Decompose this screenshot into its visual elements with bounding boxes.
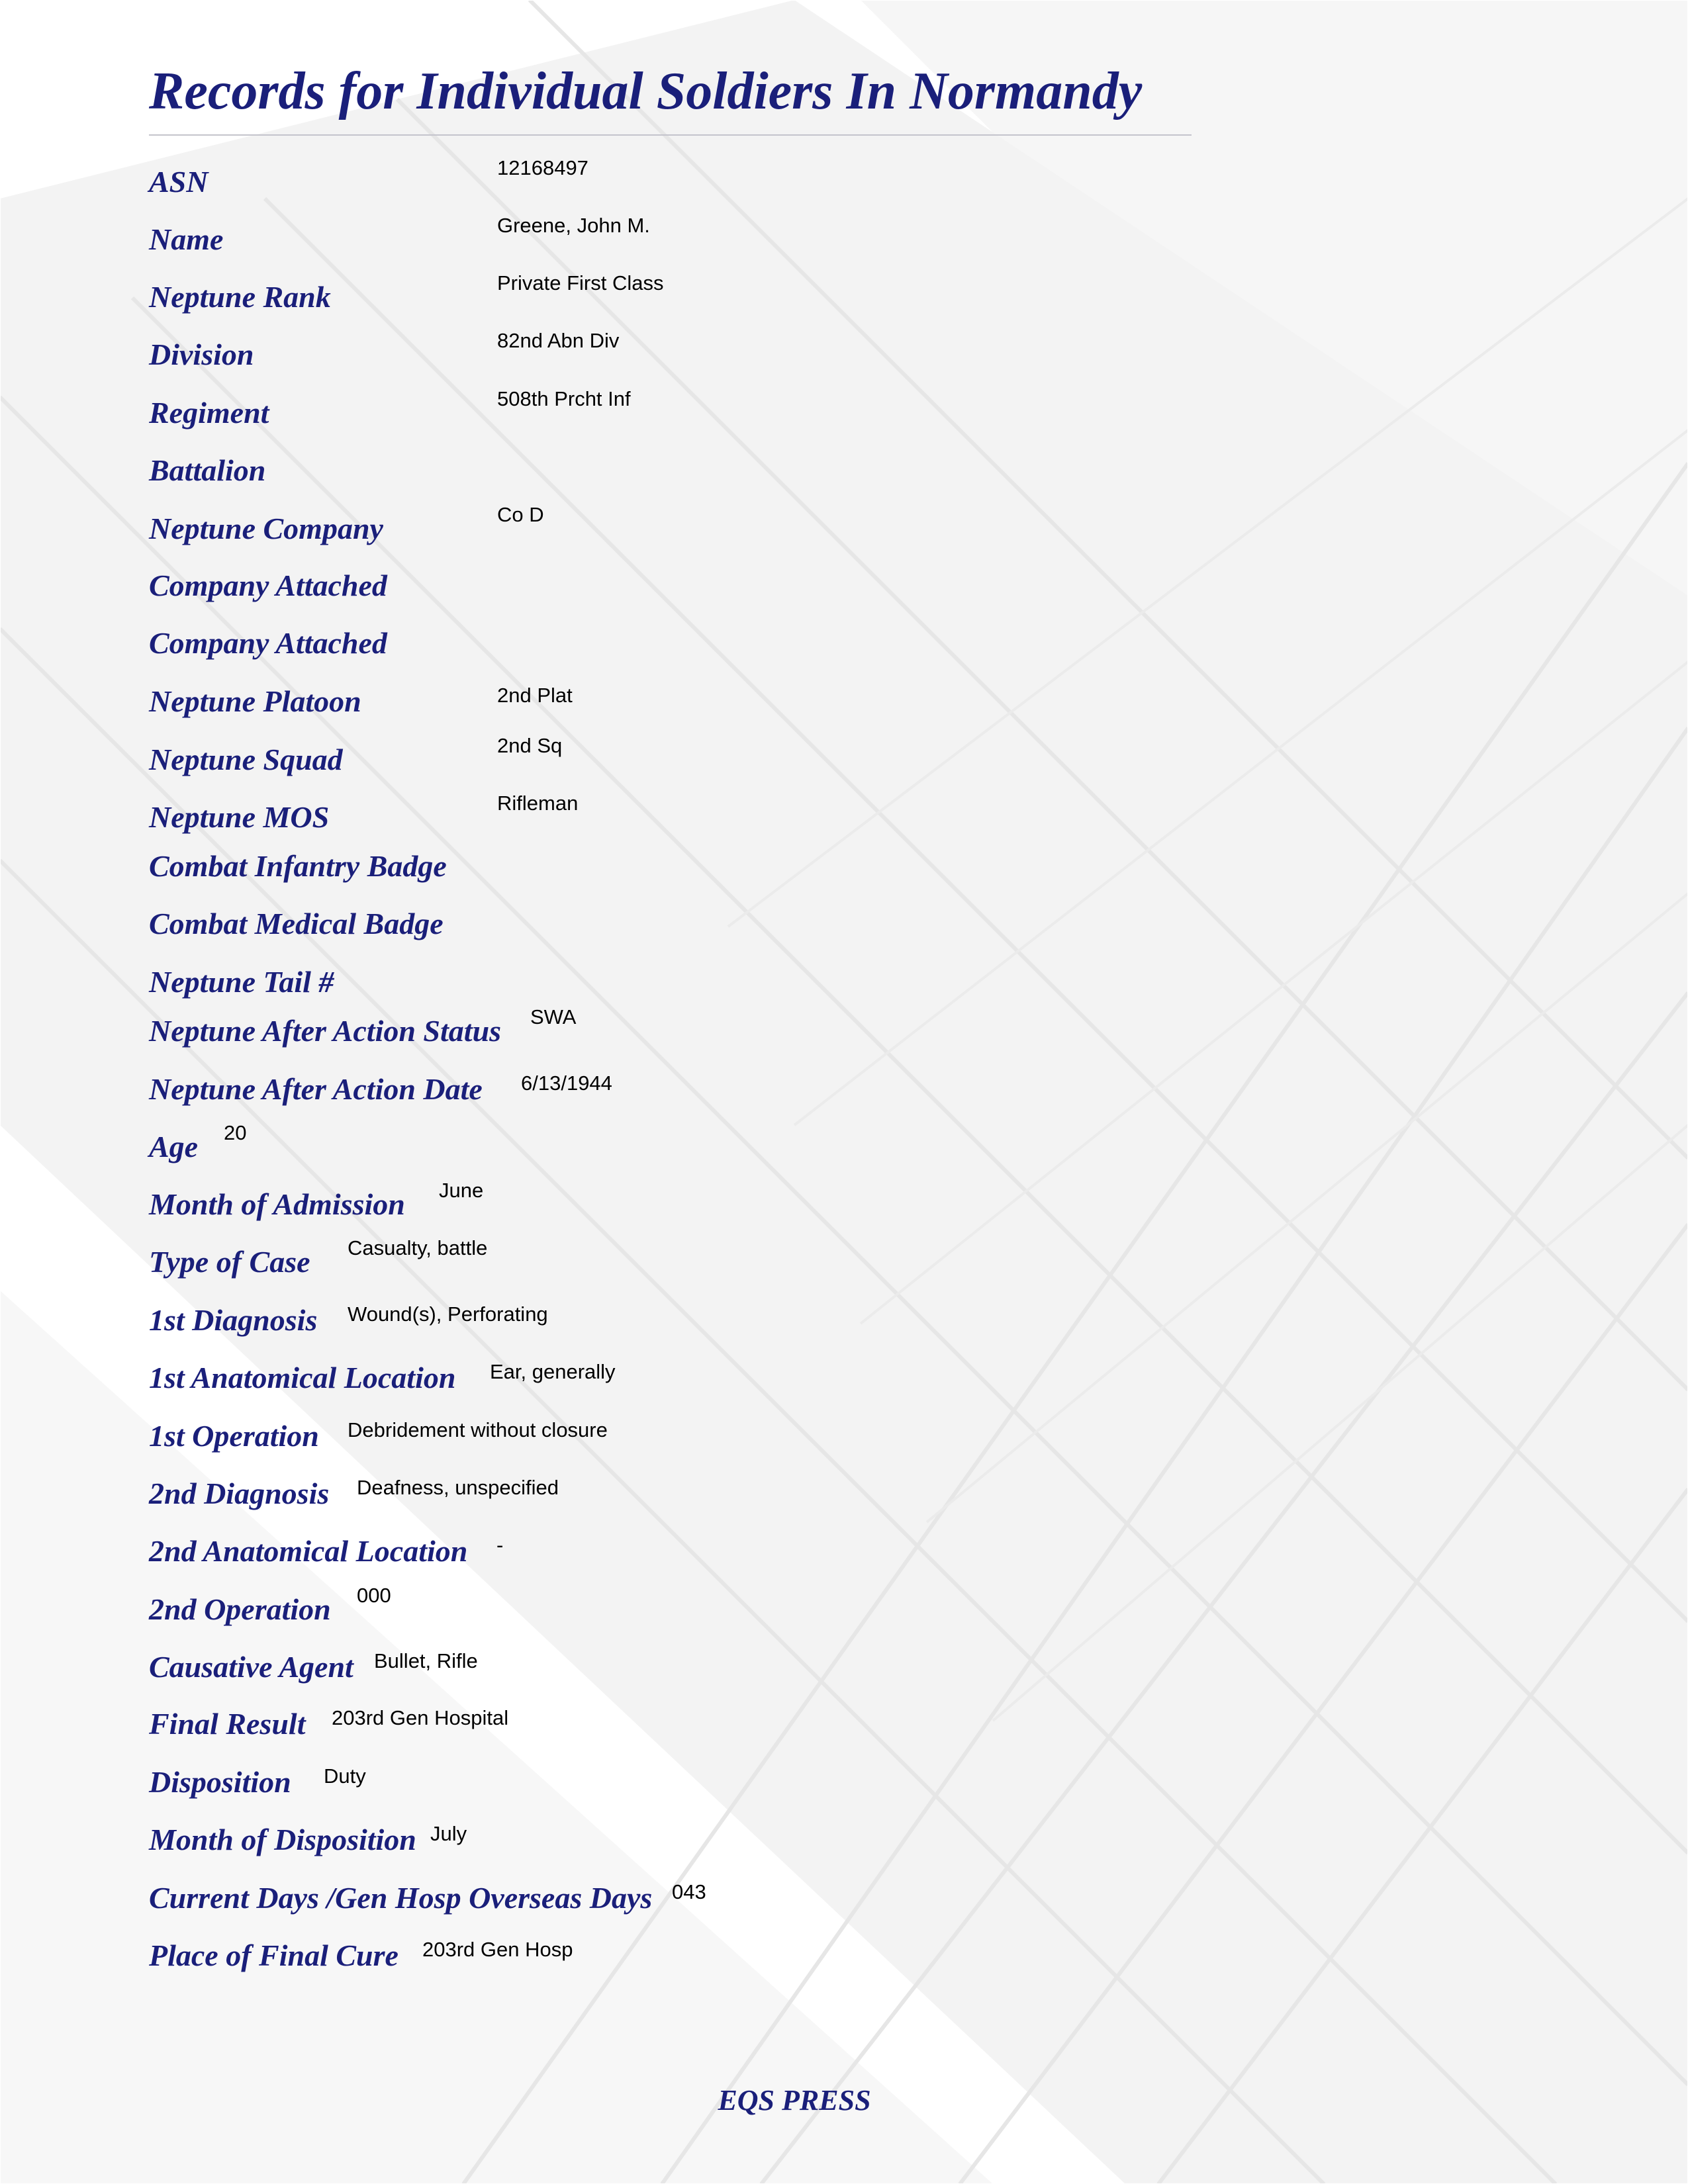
field-label: Disposition	[149, 1765, 291, 1799]
field-label: Age	[149, 1130, 199, 1163]
field-value: Casualty, battle	[348, 1236, 488, 1259]
field-value: 82nd Abn Div	[497, 329, 620, 352]
field-label: Neptune Company	[149, 512, 383, 545]
field-value: Duty	[324, 1764, 366, 1788]
field-value: July	[430, 1822, 467, 1845]
field-label: Neptune After Action Status	[149, 1014, 502, 1048]
field-value: Greene, John M.	[497, 214, 650, 237]
field-value: Ear, generally	[490, 1360, 616, 1383]
field-label: 2nd Anatomical Location	[149, 1534, 468, 1568]
field-label: Type of Case	[149, 1245, 310, 1279]
field-label: Causative Agent	[149, 1650, 353, 1684]
field-label: Current Days /Gen Hosp Overseas Days	[149, 1881, 653, 1915]
field-value: 12168497	[497, 156, 588, 179]
field-value: June	[439, 1179, 484, 1202]
field-value: 043	[672, 1880, 706, 1903]
field-label: Regiment	[149, 396, 269, 430]
field-label: Company Attached	[149, 626, 387, 660]
field-label: 1st Anatomical Location	[149, 1361, 456, 1394]
field-label: Month of Disposition	[149, 1823, 416, 1856]
field-value: Deafness, unspecified	[357, 1476, 559, 1499]
field-value: 2nd Plat	[497, 684, 573, 707]
field-label: Neptune Tail #	[149, 965, 334, 999]
field-label: ASN	[149, 165, 209, 199]
field-value: 6/13/1944	[521, 1071, 612, 1095]
field-value: -	[496, 1533, 504, 1557]
field-label: Combat Medical Badge	[149, 907, 444, 940]
field-label: Final Result	[149, 1707, 306, 1741]
field-value: Debridement without closure	[348, 1418, 608, 1441]
field-label: Company Attached	[149, 569, 387, 602]
field-label: Month of Admission	[149, 1187, 405, 1221]
field-label: 2nd Diagnosis	[149, 1477, 330, 1510]
field-label: Place of Final Cure	[149, 1938, 399, 1972]
field-value: 203rd Gen Hospital	[332, 1706, 509, 1729]
field-label: Battalion	[149, 453, 266, 487]
page-title: Records for Individual Soldiers In Normandy	[149, 62, 1143, 120]
field-label: 2nd Operation	[149, 1592, 331, 1626]
field-label: Neptune MOS	[149, 800, 330, 834]
field-label: Neptune After Action Date	[149, 1072, 483, 1106]
field-value: 203rd Gen Hosp	[422, 1938, 573, 1961]
field-label: Combat Infantry Badge	[149, 849, 447, 883]
field-value: 508th Prcht Inf	[497, 387, 631, 410]
field-label: 1st Operation	[149, 1419, 319, 1453]
title-divider	[149, 134, 1192, 136]
field-label: Name	[149, 222, 224, 256]
field-value: 20	[224, 1121, 247, 1144]
field-value: SWA	[530, 1005, 577, 1028]
field-value: Wound(s), Perforating	[348, 1302, 548, 1326]
field-label: 1st Diagnosis	[149, 1303, 318, 1337]
field-value: 2nd Sq	[497, 734, 563, 757]
field-value: Rifleman	[497, 792, 579, 815]
field-label: Neptune Platoon	[149, 684, 361, 718]
field-value: Private First Class	[497, 271, 664, 295]
field-value: Bullet, Rifle	[374, 1649, 478, 1672]
field-label: Division	[149, 338, 254, 371]
field-value: 000	[357, 1584, 391, 1607]
footer-publisher: EQS PRESS	[718, 2084, 871, 2116]
field-value: Co D	[497, 503, 544, 526]
field-label: Neptune Squad	[149, 743, 343, 776]
field-label: Neptune Rank	[149, 280, 331, 314]
